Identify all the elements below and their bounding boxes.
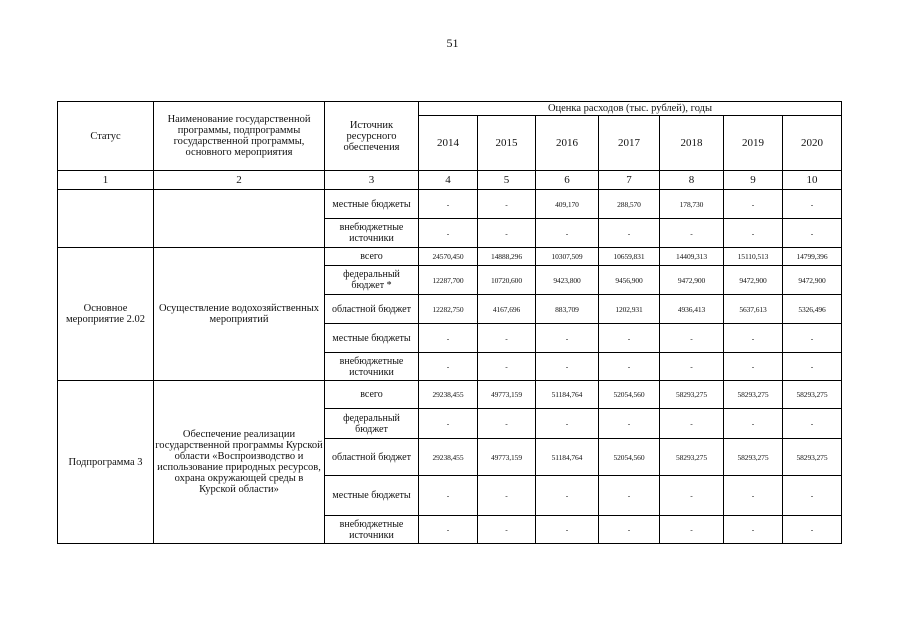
value-cell: 14409,313	[660, 248, 724, 266]
year-2019: 2019	[724, 116, 783, 171]
value-cell: 9472,900	[724, 266, 783, 295]
value-cell: -	[478, 219, 536, 248]
value-cell: -	[419, 324, 478, 353]
col-number: 2	[154, 171, 325, 190]
header-source: Источник ресурсного обеспечения	[325, 102, 419, 171]
source-cell: федеральный бюджет	[325, 409, 419, 439]
value-cell: 10307,509	[536, 248, 599, 266]
year-2020: 2020	[783, 116, 842, 171]
value-cell: -	[599, 353, 660, 381]
value-cell: -	[783, 476, 842, 516]
value-cell: -	[599, 516, 660, 544]
value-cell: -	[724, 516, 783, 544]
source-cell: областной бюджет	[325, 295, 419, 324]
value-cell: -	[599, 324, 660, 353]
value-cell: 409,170	[536, 190, 599, 219]
col-number: 3	[325, 171, 419, 190]
value-cell: 29238,455	[419, 439, 478, 476]
value-cell: -	[536, 353, 599, 381]
value-cell: 12287,700	[419, 266, 478, 295]
header-expenses: Оценка расходов (тыс. рублей), годы	[419, 102, 842, 116]
value-cell: 58293,275	[724, 439, 783, 476]
value-cell: -	[478, 476, 536, 516]
value-cell: 5326,496	[783, 295, 842, 324]
value-cell: 58293,275	[783, 381, 842, 409]
year-2016: 2016	[536, 116, 599, 171]
value-cell: -	[724, 476, 783, 516]
value-cell: -	[783, 324, 842, 353]
value-cell: 9472,900	[660, 266, 724, 295]
value-cell: 52054,560	[599, 381, 660, 409]
value-cell: 51184,764	[536, 439, 599, 476]
value-cell: -	[660, 219, 724, 248]
value-cell: 10659,831	[599, 248, 660, 266]
table-row	[58, 248, 842, 266]
value-cell: -	[599, 409, 660, 439]
value-cell: 14799,396	[783, 248, 842, 266]
value-cell: 14888,296	[478, 248, 536, 266]
value-cell: -	[783, 409, 842, 439]
value-cell: 24570,450	[419, 248, 478, 266]
value-cell: 15110,513	[724, 248, 783, 266]
value-cell: -	[783, 190, 842, 219]
source-cell: местные бюджеты	[325, 324, 419, 353]
value-cell: -	[478, 516, 536, 544]
year-2017: 2017	[599, 116, 660, 171]
page-number: 51	[446, 36, 459, 50]
value-cell: -	[478, 353, 536, 381]
measure-status: Основное мероприятие 2.02	[58, 248, 154, 381]
value-cell: 5637,613	[724, 295, 783, 324]
value-cell: 58293,275	[783, 439, 842, 476]
value-cell: 1202,931	[599, 295, 660, 324]
name-cell-empty	[154, 190, 325, 248]
value-cell: 9456,900	[599, 266, 660, 295]
value-cell: -	[536, 516, 599, 544]
col-number: 8	[660, 171, 724, 190]
value-cell: -	[419, 353, 478, 381]
value-cell: 58293,275	[724, 381, 783, 409]
value-cell: -	[536, 219, 599, 248]
value-cell: -	[724, 324, 783, 353]
value-cell: 49773,159	[478, 381, 536, 409]
value-cell: 883,709	[536, 295, 599, 324]
subprogram-status: Подпрограмма 3	[58, 381, 154, 544]
value-cell: 29238,455	[419, 381, 478, 409]
value-cell: -	[419, 409, 478, 439]
value-cell: 49773,159	[478, 439, 536, 476]
value-cell: 12282,750	[419, 295, 478, 324]
value-cell: -	[478, 409, 536, 439]
year-2014: 2014	[419, 116, 478, 171]
source-cell: федеральный бюджет *	[325, 266, 419, 295]
status-cell-empty	[58, 190, 154, 248]
value-cell: -	[599, 219, 660, 248]
value-cell: -	[599, 476, 660, 516]
value-cell: 9423,800	[536, 266, 599, 295]
value-cell: -	[419, 190, 478, 219]
col-number: 5	[478, 171, 536, 190]
value-cell: 4936,413	[660, 295, 724, 324]
source-cell: внебюджетные источники	[325, 219, 419, 248]
value-cell: 10720,600	[478, 266, 536, 295]
source-cell: внебюджетные источники	[325, 353, 419, 381]
value-cell: -	[660, 324, 724, 353]
source-cell: областной бюджет	[325, 439, 419, 476]
measure-name: Осуществление водохозяйственных мероприятий	[154, 248, 325, 381]
value-cell: 4167,696	[478, 295, 536, 324]
value-cell: -	[478, 324, 536, 353]
value-cell: -	[724, 219, 783, 248]
col-number: 1	[58, 171, 154, 190]
value-cell: -	[478, 190, 536, 219]
value-cell: -	[660, 409, 724, 439]
header-name: Наименование государственной программы, подпрограммы государственной программы, основного мероприятия	[154, 102, 325, 171]
year-2015: 2015	[478, 116, 536, 171]
value-cell: -	[660, 353, 724, 381]
value-cell: -	[536, 476, 599, 516]
value-cell: 288,570	[599, 190, 660, 219]
value-cell: -	[419, 476, 478, 516]
value-cell: -	[419, 219, 478, 248]
value-cell: -	[660, 476, 724, 516]
value-cell: -	[724, 190, 783, 219]
source-cell: внебюджетные источники	[325, 516, 419, 544]
value-cell: -	[783, 353, 842, 381]
year-2018: 2018	[660, 116, 724, 171]
source-cell: местные бюджеты	[325, 476, 419, 516]
value-cell: 52054,560	[599, 439, 660, 476]
value-cell: 58293,275	[660, 381, 724, 409]
subprogram-name: Обеспечение реализации государственной программы Курской области «Воспроизводство и использование природных ресурсов, охрана окружающей среды в Курской области»	[154, 381, 325, 544]
table-row	[58, 190, 842, 219]
col-number: 10	[783, 171, 842, 190]
value-cell: -	[660, 516, 724, 544]
value-cell: -	[783, 219, 842, 248]
col-number: 9	[724, 171, 783, 190]
col-number: 4	[419, 171, 478, 190]
value-cell: 51184,764	[536, 381, 599, 409]
value-cell: -	[419, 516, 478, 544]
table-row	[58, 381, 842, 409]
budget-table	[57, 101, 842, 544]
header-status: Статус	[58, 102, 154, 171]
value-cell: -	[783, 516, 842, 544]
col-number: 7	[599, 171, 660, 190]
value-cell: 58293,275	[660, 439, 724, 476]
value-cell: 9472,900	[783, 266, 842, 295]
value-cell: -	[536, 409, 599, 439]
value-cell: -	[724, 409, 783, 439]
value-cell: -	[536, 324, 599, 353]
col-number: 6	[536, 171, 599, 190]
value-cell: 178,730	[660, 190, 724, 219]
header-row-top	[58, 102, 842, 116]
column-number-row	[58, 171, 842, 190]
value-cell: -	[724, 353, 783, 381]
source-cell: всего	[325, 381, 419, 409]
source-cell: местные бюджеты	[325, 190, 419, 219]
source-cell: всего	[325, 248, 419, 266]
